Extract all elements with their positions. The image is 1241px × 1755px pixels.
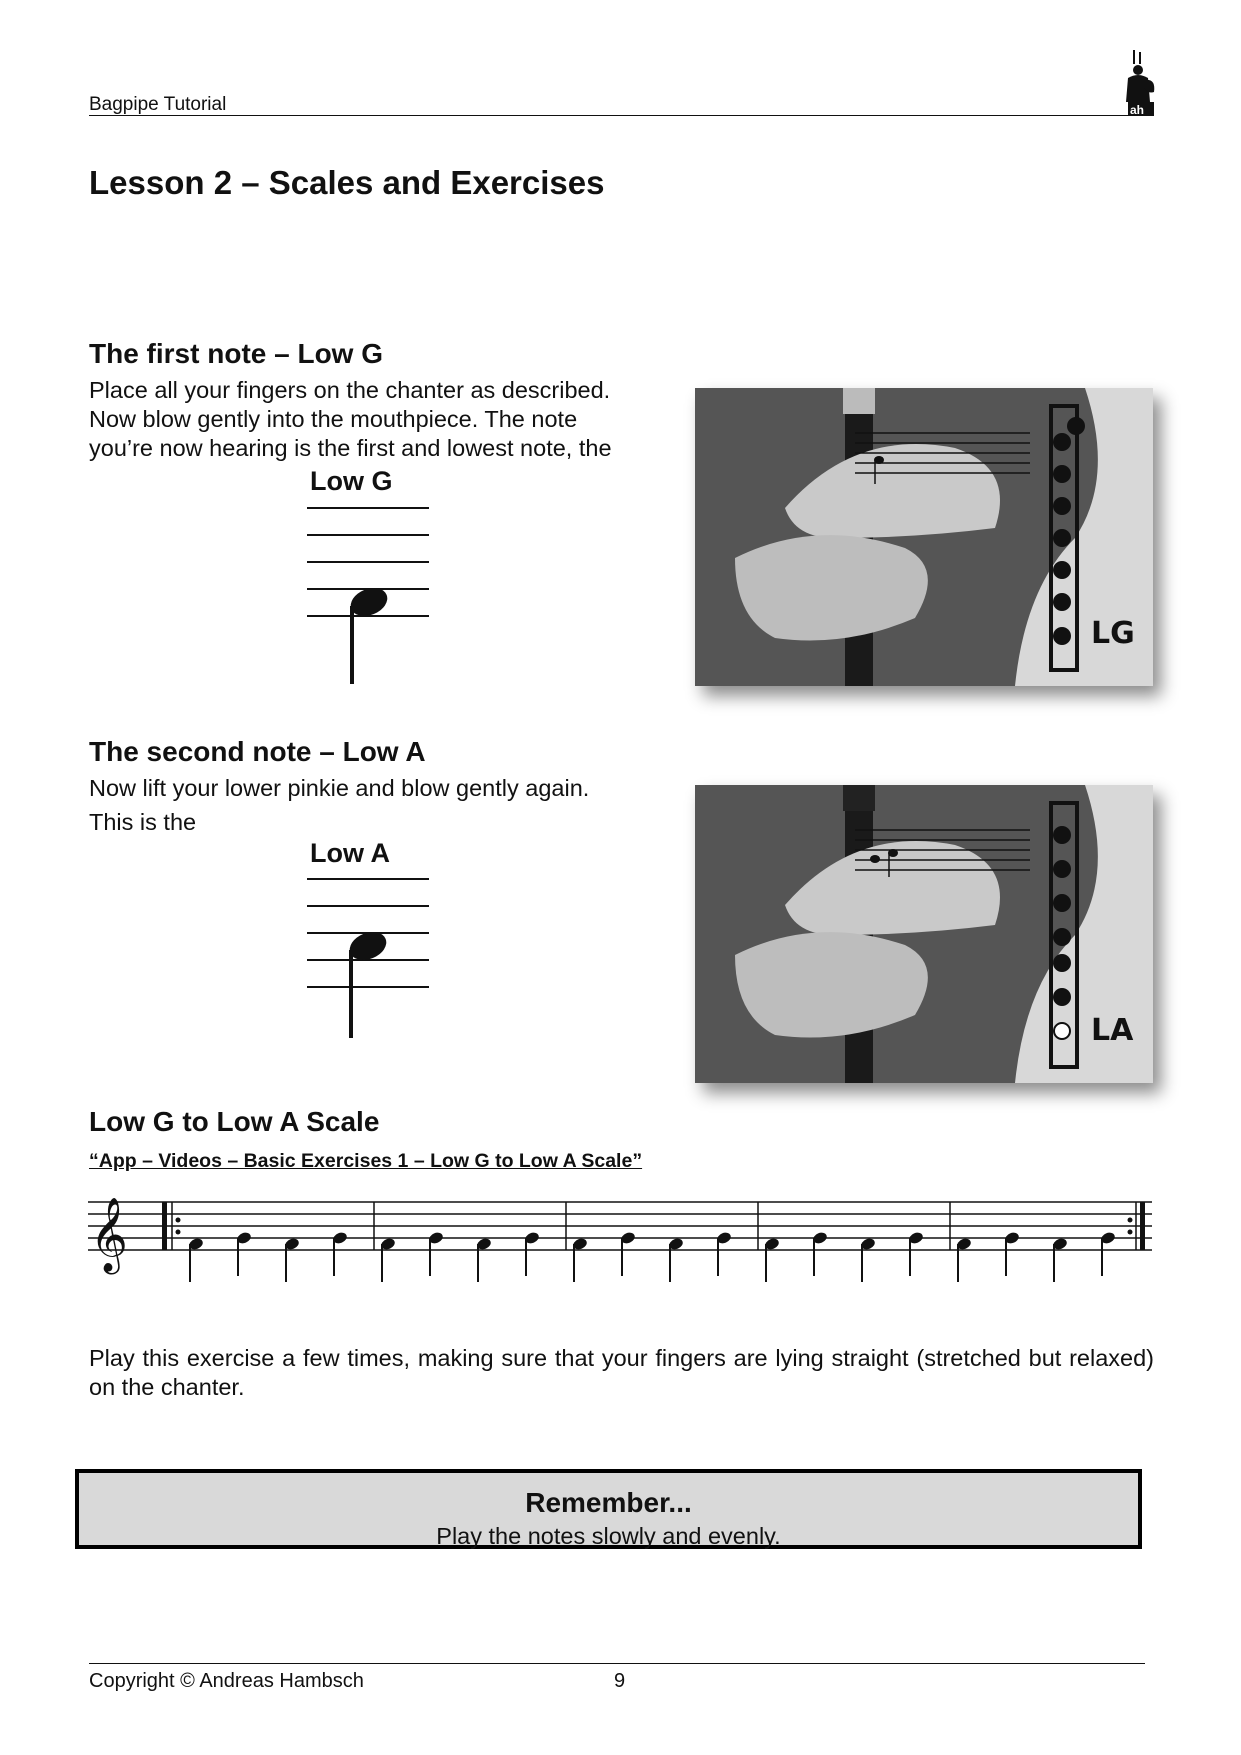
repeat-dot	[176, 1218, 181, 1223]
section-heading-scale: Low G to Low A Scale	[89, 1106, 380, 1137]
repeat-thick-bar	[162, 1202, 167, 1250]
exercise-instructions: Play this exercise a few times, making sure that your fingers are lying straight (stretched but relaxed) on the chanter.	[89, 1345, 1154, 1400]
footer-rule	[89, 1663, 1145, 1664]
section-heading-low-a: The second note – Low A	[89, 736, 426, 767]
staff-low-a	[305, 872, 435, 1047]
section-low-a-text	[89, 774, 589, 837]
photo-label-lg: LG	[1091, 616, 1135, 651]
staff-low-g	[305, 500, 435, 690]
remember-box	[75, 1469, 1142, 1549]
remember-title: Remember...	[525, 1487, 692, 1518]
treble-clef: 𝄞	[90, 1198, 128, 1272]
note-label-low-a: Low A	[310, 838, 390, 868]
note-label-low-g: Low G	[310, 466, 393, 496]
app-video-reference: “App – Videos – Basic Exercises 1 – Low G to Low A Scale”	[89, 1150, 643, 1172]
repeat-dot	[1128, 1230, 1133, 1235]
scale-staff	[86, 1195, 1156, 1285]
photo-label-la: LA	[1091, 1013, 1134, 1048]
text-line: Place all your fingers on the chanter as described.	[89, 377, 611, 403]
header-rule	[89, 115, 1154, 116]
remember-text: Play the notes slowly and evenly.	[436, 1523, 781, 1549]
photo-low-a-fingering	[695, 785, 1153, 1083]
repeat-dot	[176, 1230, 181, 1235]
section-low-g-text	[89, 376, 612, 463]
lesson-title: Lesson 2 – Scales and Exercises	[89, 164, 605, 201]
text-line: Now lift your lower pinkie and blow gently again.	[89, 775, 590, 801]
logo-letters: ah	[1130, 103, 1145, 117]
repeat-dot	[1128, 1218, 1133, 1223]
text-line: you’re now hearing is the first and lowest note, the	[89, 435, 612, 461]
repeat-thick-bar	[1140, 1202, 1145, 1250]
text-line: Now blow gently into the mouthpiece. The note	[89, 406, 578, 432]
page-number: 9	[614, 1670, 626, 1692]
photo-low-g-fingering	[695, 388, 1153, 686]
copyright: Copyright © Andreas Hambsch	[89, 1670, 364, 1692]
section-heading-low-g: The first note – Low G	[89, 338, 384, 369]
bagpiper-logo	[1118, 48, 1160, 118]
text-line: This is the	[89, 809, 197, 835]
running-header: Bagpipe Tutorial	[89, 94, 227, 115]
